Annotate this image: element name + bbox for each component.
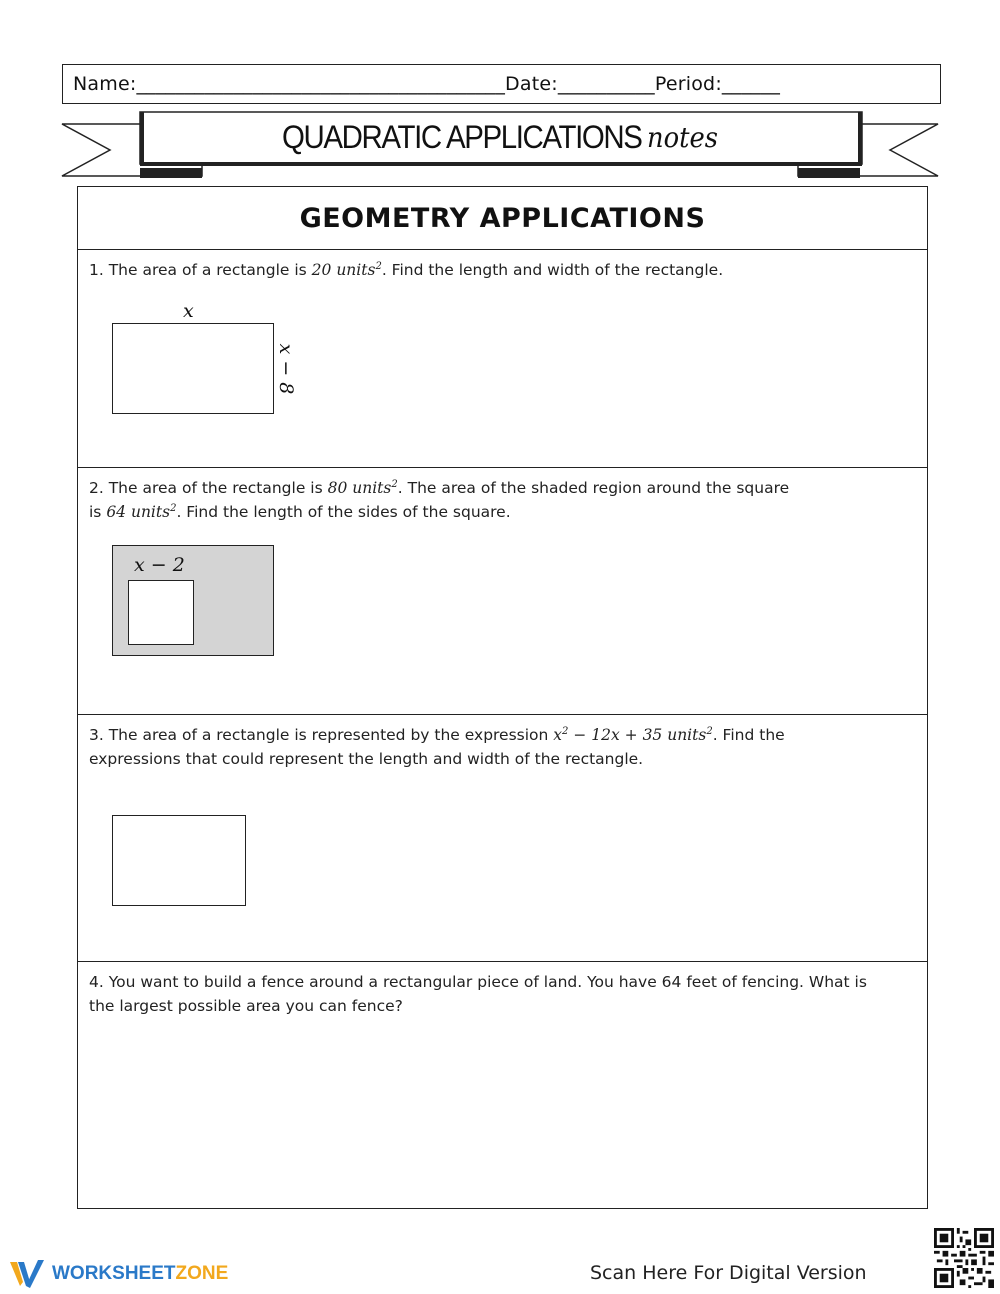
worksheet-title <box>169 110 831 164</box>
problem-2 <box>78 468 927 715</box>
header-text: Name:______________________________________Date:__________Period:______ <box>73 73 781 95</box>
section-title: GEOMETRY APPLICATIONS <box>78 187 927 250</box>
problem-4 <box>78 962 927 1208</box>
title-main: QUADRATIC APPLICATIONS <box>282 118 642 155</box>
rect-1-top-label: x <box>183 300 194 322</box>
name-date-period-line <box>62 64 941 104</box>
problem-3-text: 3. The area of a rectangle is represented by the expression $x^2 - 12x + 35$ units$^2$. Find the expressions that could represent the length and width of the rectangle. <box>89 725 785 768</box>
logo-w-icon <box>10 1260 46 1288</box>
problem-1-text: 1. The area of a rectangle is 20 units$^2$. Find the length and width of the rectangle. <box>89 260 724 279</box>
rect-1-diagram <box>112 323 274 414</box>
title-notes: notes <box>647 120 718 154</box>
problems-container <box>77 186 928 1209</box>
inner-square <box>128 580 194 645</box>
scan-instruction: Scan Here For Digital Version <box>590 1262 867 1284</box>
problem-3 <box>78 715 927 962</box>
worksheet-zone-logo <box>10 1258 228 1290</box>
rect-1-side-label: x − 8 <box>275 343 297 395</box>
qr-code-icon[interactable] <box>934 1228 994 1288</box>
problem-4-text: 4. You want to build a fence around a rectangular piece of land. You have 64 feet of fencing. What is the largest possible area you can fence? <box>89 973 867 1015</box>
problem-1 <box>78 250 927 468</box>
square-label: x − 2 <box>134 554 185 576</box>
logo-word-worksheet: WORKSHEET <box>52 1263 176 1284</box>
logo-word-zone: ZONE <box>175 1263 229 1284</box>
problem-2-text: 2. The area of the rectangle is 80 units$^2$. The area of the shaded region around the square is 64 units$^2$. Find the length of the sides of the square. <box>89 478 790 521</box>
rect-3-diagram <box>112 815 246 906</box>
